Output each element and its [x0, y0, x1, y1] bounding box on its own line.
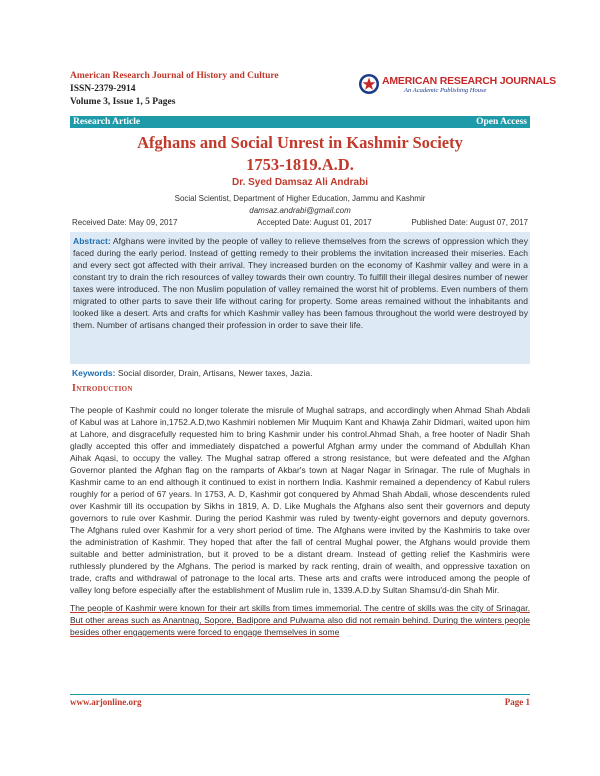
article-type-banner — [70, 116, 530, 128]
footer-rule — [70, 694, 530, 695]
abstract-label: Abstract: — [73, 236, 111, 246]
keywords-text: Social disorder, Drain, Artisans, Newer taxes, Jazia. — [117, 368, 313, 378]
paper-title-line-1: Afghans and Social Unrest in Kashmir Society — [137, 133, 463, 152]
journal-volume: Volume 3, Issue 1, 5 Pages — [70, 97, 176, 107]
published-date: Published Date: August 07, 2017 — [411, 218, 528, 227]
accepted-date: Accepted Date: August 01, 2017 — [257, 218, 372, 227]
body-paragraph-1: The people of Kashmir could no longer tolerate the misrule of Mughal satraps, and accordingly when Ahmad Shah Abdali of Kabul was at Lahore in,1752.A.D,two Kashmiri noblemen Mir Muquim Kant and Khawja Zahir Didmari, waited upon him at Lahore, and disgracefully requested him to bring Kashmir under his control.Ahmad Shah, a free hooter of Nadir Shah gladly accepted this offer and immediately dispatched a powerful Afghan army under the command of Abdullah Khan Aihak Aqasi, to occupy the valley. The Mughal satrap offered a strong resistance, but were defeated and the Afghan Governor planted the Afghan flag on the ramparts of Akbar's town at Nagar Nagar in Srinagar. The rule of Mughals in Kashmir came to an end although it continued to exist in northern India. Kashmir remained a dependency of Kabul rulers roughly for a period of 67 years. In 1753, A. D, Kashmir got conquered by Ahmad Shah Abdali, whose descendents ruled over Kashmir till its occupation by Sikhs in 1819, A. D. Like Mughals the Afghans also sent their governors and deputy governors to rule over Kashmir. During the period Kashmir was ruled by twenty-eight governors and deputy governors. The Afghans ruled over Kashmir for a very short period of time. The Afghans were invited by the Kashmiris to take over the administration of Kashmir. They hoped that after the fall of central Mughal power, the Afghans would provide them suitable and better administration, but it proved to be a distant dream. Instead of getting relief the Kashmiris were ruthlessly plundered by the Afghans. The period is marked by rack renting, drain of wealth, and oppressive taxation on trade, crafts and withdrawal of patronage to the local arts. These arts and crafts were introduced among the people of valley long before especially after the establishment of Muslim rule in, 1339.A.D.by Sultan Shamsu'd-din Shah Mir. — [70, 405, 530, 595]
article-dates — [70, 218, 530, 229]
footer-url[interactable]: www.arjonline.org — [70, 697, 142, 707]
publisher-tagline: An Academic Publishing House — [404, 87, 487, 94]
article-type-label: Research Article — [73, 117, 141, 127]
journal-issn: ISSN-2379-2914 — [70, 84, 136, 94]
author-name: Dr. Syed Damsaz Ali Andrabi — [232, 177, 368, 188]
journal-name: American Research Journal of History and Culture — [70, 71, 279, 81]
abstract-text: Afghans were invited by the people of valley to relieve themselves from the screws of oppression which they faced during the early period. Instead of getting remedy to their problems the invitation increased their miseries. Each and every sect got affected with their arrival. They increased burden on the economy of Kashmir valley and were in a constant try to drain the rich resources of valley towards their own country. To fulfill their illegal desires number of newer taxes were introduced. The non Muslim population of valley remained the worst hit of problems. Even numbers of them migrated to other parts to save their life without caring for property. Some areas remained without the inhabitants and looked like a desert. Arts and crafts for which Kashmir valley has been famous throughout the world were destroyed by them. Number of artisans changed their profession in order to save their life. — [73, 236, 528, 330]
author-affiliation: Social Scientist, Department of Higher Education, Jammu and Kashmir — [174, 194, 426, 203]
paper-title-line-2: 1753-1819.A.D. — [246, 155, 354, 174]
arj-star-logo-icon — [358, 73, 380, 95]
keywords-label: Keywords: — [72, 368, 116, 378]
publisher-name: AMERICAN RESEARCH JOURNALS — [382, 75, 556, 87]
abstract — [73, 235, 528, 331]
received-date: Received Date: May 09, 2017 — [72, 218, 178, 227]
journal-info — [70, 70, 279, 109]
publisher-brand — [358, 73, 556, 97]
footer-page-number: Page 1 — [504, 697, 530, 707]
keywords — [72, 368, 528, 378]
body-text — [70, 404, 530, 644]
section-heading-introduction: Introduction — [72, 383, 133, 394]
abstract-box — [70, 232, 530, 364]
body-paragraph-2: The people of Kashmir were known for their art skills from times immemorial. The centre of skills was the city of Srinagar. But other areas such as Anantnag, Sopore, Badipore and Pulwama also did not remain behind. During the winters people besides other engagements were forced to engage themselves in some — [70, 603, 530, 637]
open-access-label: Open Access — [476, 117, 527, 127]
author-email[interactable]: damsaz.andrabi@gmail.com — [249, 206, 351, 215]
paper-title — [70, 132, 530, 176]
